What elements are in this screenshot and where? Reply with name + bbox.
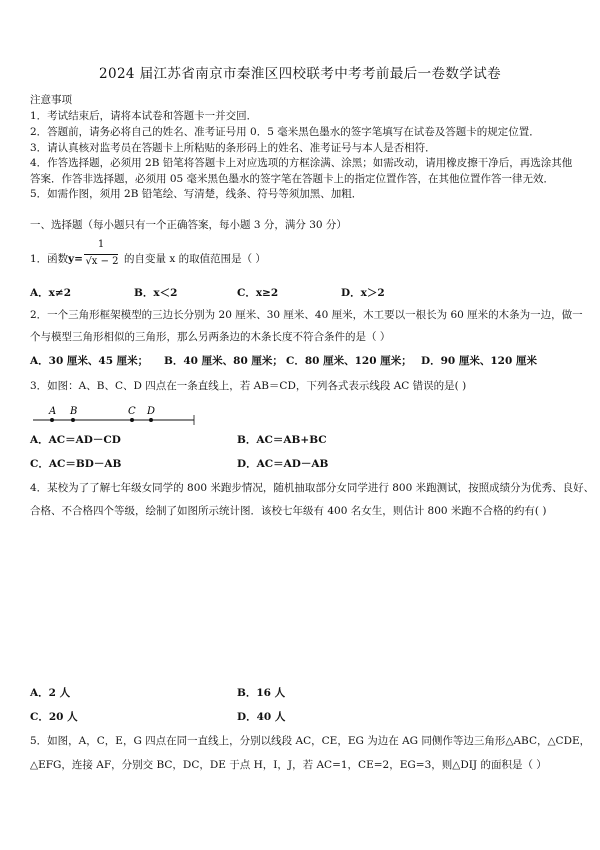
q2-option-a: A．30 厘米、45 厘米；	[30, 355, 149, 367]
q1-denominator: √x − 2	[85, 256, 119, 267]
q2-option-d: D．90 厘米、120 厘米	[421, 355, 537, 367]
page-title: 2024 届江苏省南京市秦淮区四校联考中考考前最后一卷数学试卷	[98, 66, 502, 82]
notice-heading: 注意事项	[30, 94, 72, 106]
q2-line-2: 个与模型三角形相似的三角形，那么另两条边的木条长度不符合条件的是（ ）	[30, 331, 391, 343]
q1-option-d: D．x＞2	[341, 287, 385, 299]
q3-point-c	[130, 418, 134, 422]
q4-option-c: C．20 人	[30, 711, 78, 723]
q1-func-lhs: y=	[68, 253, 83, 265]
q2-line-1: 2．一个三角形框架模型的三边长分别为 20 厘米、30 厘米、40 厘米，木工要以一根长为 60 厘米的木条为一边，做一	[30, 309, 583, 321]
q3-point-a	[50, 418, 54, 422]
q1-prefix: 1．函数	[30, 253, 69, 265]
q4-line-1: 4．某校为了了解七年级女同学的 800 米跑步情况，随机抽取部分女同学进行 800 米跑测试，按照成绩分为优秀、良好、	[30, 482, 595, 494]
q5-line-2: △EFG，连接 AF，分别交 BC，DC，DE 于点 H，I，J，若 AC=1，CE=2，EG=3，则△DIJ 的面积是（ ）	[30, 759, 547, 771]
q4-line-2: 合格、不合格四个等级，绘制了如图所示统计图．该校七年级有 400 名女生，则估计 800 米跑不合格的约有( )	[30, 505, 547, 517]
q3-label-a: A	[49, 406, 57, 417]
q3-option-c: C．AC＝BD－AB	[30, 458, 122, 470]
q1-option-b: B．x＜2	[134, 287, 178, 299]
q5-line-1: 5．如图，A，C，E，G 四点在同一直线上，分别以线段 AC，CE，EG 为边在 AG 同侧作等边三角形△ABC，△CDE，	[30, 735, 591, 747]
q1-fraction-bar	[84, 254, 118, 255]
q4-option-d: D．40 人	[237, 711, 286, 723]
notice-item: 2．答题前，请务必将自己的姓名、准考证号用 0．5 毫米黑色墨水的签字笔填写在试卷及答题卡的规定位置．	[30, 126, 540, 138]
q1-suffix: 的自变量 x 的取值范围是（ ）	[124, 253, 266, 265]
q4-option-a: A．2 人	[30, 687, 71, 699]
q2-option-c: C．80 厘米、120 厘米；	[286, 355, 412, 367]
q3-label-c: C	[128, 406, 136, 417]
q3-point-d	[149, 418, 153, 422]
notice-item: 5．如需作图，须用 2B 铅笔绘、写清楚，线条、符号等须加黑、加粗．	[30, 188, 363, 200]
q3-point-b	[71, 418, 75, 422]
q1-option-a: A．x≠2	[30, 287, 72, 299]
q4-option-b: B．16 人	[237, 687, 286, 699]
q3-label-d: D	[147, 406, 156, 417]
notice-item: 答案．作答非选择题，必须用 05 毫米黑色墨水的签字笔在答题卡上的指定位置作答，在其他位置作答一律无效．	[30, 173, 555, 185]
q3-option-d: D．AC＝AD－AB	[237, 458, 329, 470]
q1-numerator: 1	[97, 239, 105, 250]
notice-item: 4．作答选择题，必须用 2B 铅笔将答题卡上对应选项的方框涂满、涂黑；如需改动，请用橡皮擦干净后，再选涂其他	[30, 157, 573, 169]
notice-item: 3．请认真核对监考员在答题卡上所粘贴的条形码上的姓名、准考证号与本人是否相符．	[30, 142, 436, 154]
notice-item: 1．考试结束后，请将本试卷和答题卡一并交回．	[30, 110, 258, 122]
q2-option-b: B．40 厘米、80 厘米；	[164, 355, 283, 367]
q1-option-c: C．x≥2	[237, 287, 279, 299]
q3-label-b: B	[70, 406, 78, 417]
q3-option-b: B．AC＝AB+BC	[237, 434, 327, 446]
q3-text: 3．如图：A、B、C、D 四点在一条直线上，若 AB＝CD，下列各式表示线段 AC 错误的是( )	[30, 380, 467, 392]
q3-option-a: A．AC＝AD－CD	[30, 434, 121, 446]
section-heading: 一、选择题（每小题只有一个正确答案，每小题 3 分，满分 30 分）	[30, 219, 347, 231]
q3-line-figure	[31, 398, 201, 428]
